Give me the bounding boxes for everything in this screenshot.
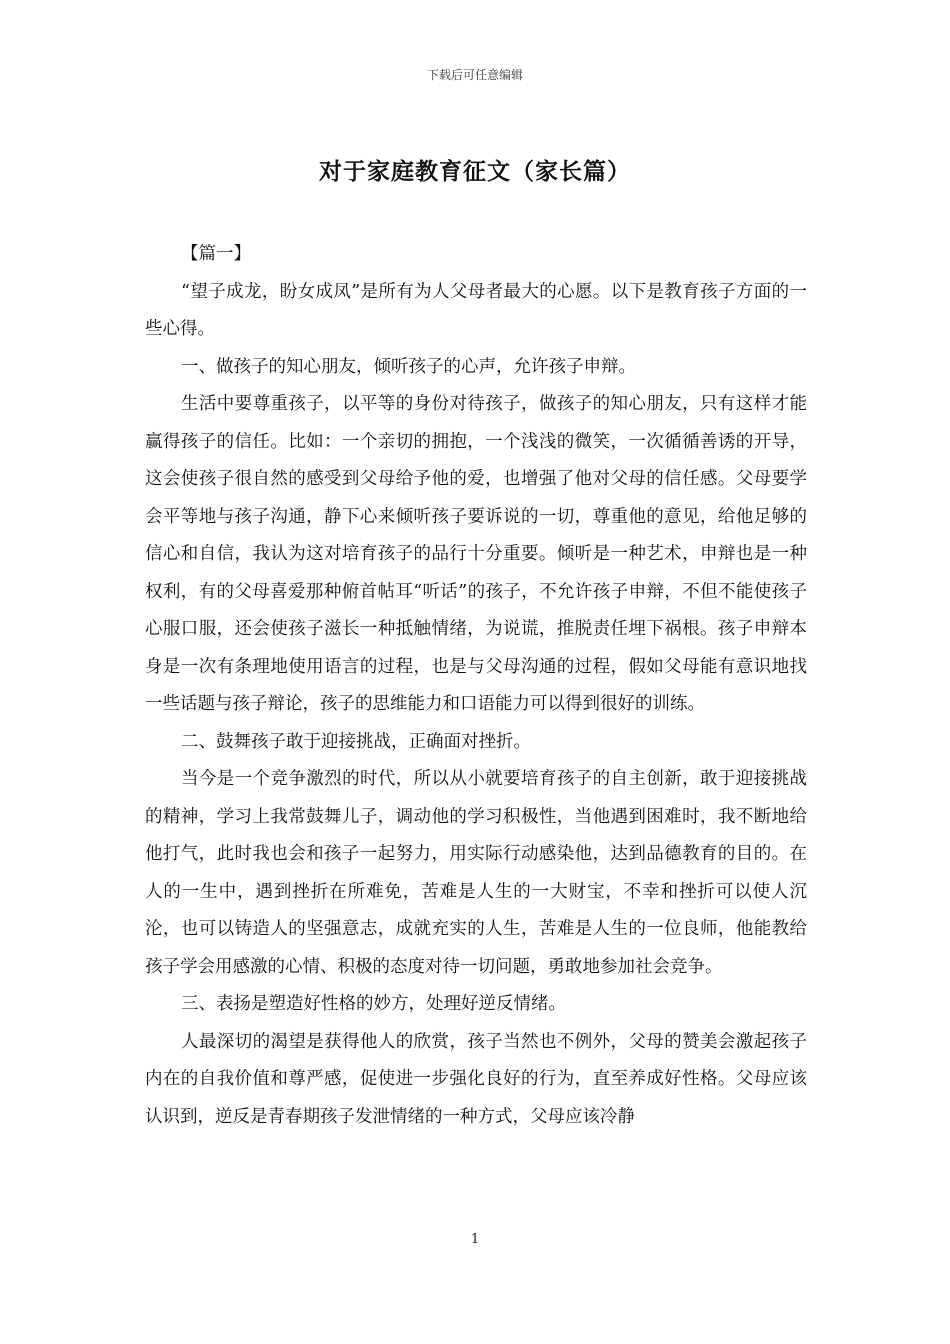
point-one-heading: 一、做孩子的知心朋友，倾听孩子的心声，允许孩子申辩。 [181, 356, 636, 377]
intro-paragraph: “望子成龙，盼女成凤”是所有为人父母者最大的心愿。以下是教育孩子方面的一些心得。 [145, 281, 807, 339]
document-body [145, 236, 807, 1136]
page-header: 下载后可任意编辑 [426, 68, 523, 82]
point-two-body: 当今是一个竞争激烈的时代，所以从小就要培育孩子的自主创新，敢于迎接挑战的精神，学习上我常鼓舞儿子，调动他的学习积极性，当他遇到困难时，我不断地给他打气，此时我也会和孩子一起努力，用实际行动感染他，达到品德教育的目的。在人的一生中，遇到挫折在所难免，苦难是人生的一大财宝，不幸和挫折可以使人沉沦，也可以铸造人的坚强意志，成就充实的人生，苦难是人生的一位良师，他能教给孩子学会用感激的心情、积极的态度对待一切问题，勇敢地参加社会竞争。 [145, 769, 807, 977]
point-one-body: 生活中要尊重孩子，以平等的身份对待孩子，做孩子的知心朋友，只有这样才能赢得孩子的信任。比如：一个亲切的拥抱，一个浅浅的微笑，一次循循善诱的开导，这会使孩子很自然的感受到父母给予他的爱，也增强了他对父母的信任感。父母要学会平等地与孩子沟通，静下心来倾听孩子要诉说的一切，尊重他的意见，给他足够的信心和自信，我认为这对培育孩子的品行十分重要。倾听是一种艺术，申辩也是一种权利，有的父母喜爱那种俯首帖耳“听话”的孩子，不允许孩子申辩，不但不能使孩子心服口服，还会使孩子滋长一种抵触情绪，为说谎，推脱责任埋下祸根。孩子申辩本身是一次有条理地使用语言的过程，也是与父母沟通的过程，假如父母能有意识地找一些话题与孩子辩论，孩子的思维能力和口语能力可以得到很好的训练。 [145, 394, 807, 714]
document-title: 对于家庭教育征文（家长篇） [319, 158, 631, 185]
point-three-body: 人最深切的渴望是获得他人的欣赏，孩子当然也不例外，父母的赞美会激起孩子内在的自我价值和尊严感，促使进一步强化良好的行为，直至养成好性格。父母应该认识到，逆反是青春期孩子发泄情绪的一种方式，父母应该冷静 [145, 1031, 807, 1127]
point-two-heading: 二、鼓舞孩子敢于迎接挑战，正确面对挫折。 [181, 731, 531, 752]
page-number: 1 [470, 1232, 480, 1247]
section-heading-part-one: 【篇一】 [181, 244, 251, 264]
point-three-heading: 三、表扬是塑造好性格的妙方，处理好逆反情绪。 [181, 994, 566, 1014]
